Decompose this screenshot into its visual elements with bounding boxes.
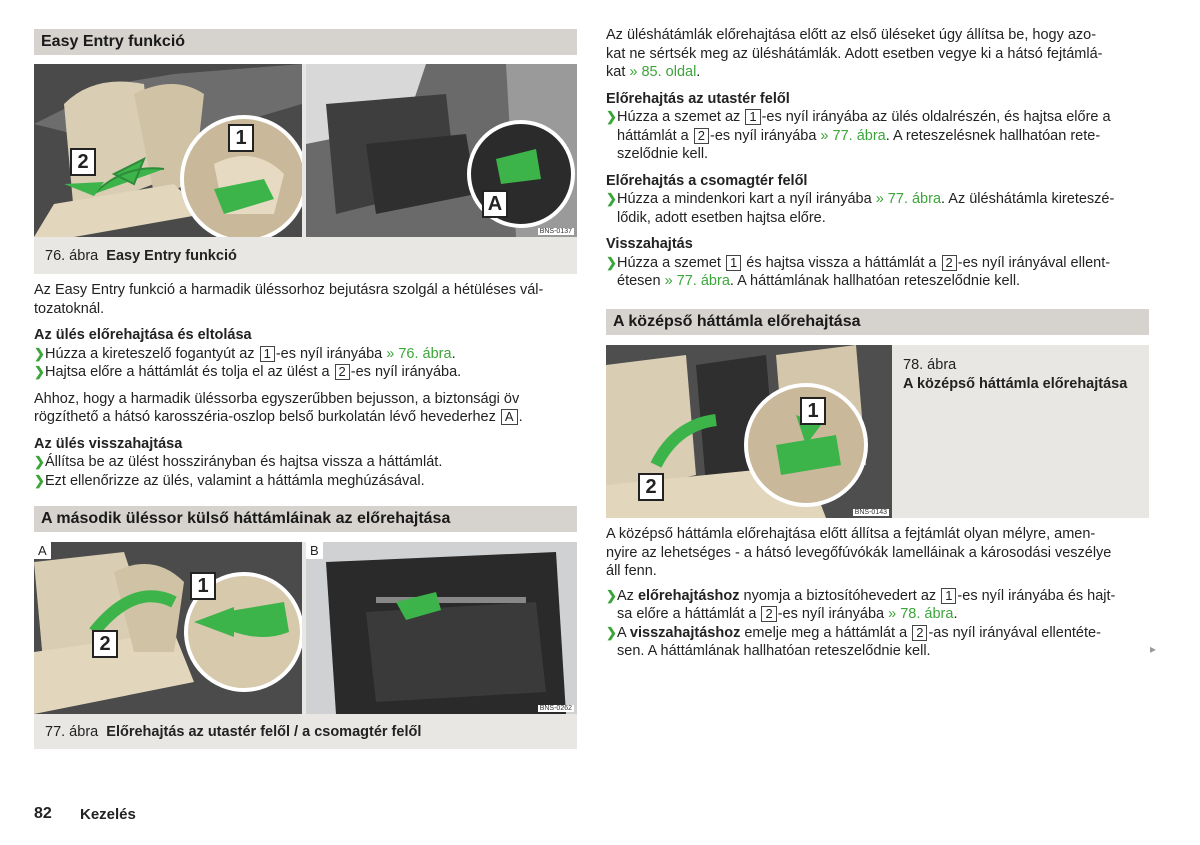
text: -es nyíl irányába <box>275 345 387 362</box>
text: A <box>617 624 630 641</box>
bullet-arrow-icon: ❯ <box>606 254 617 270</box>
key-badge: 2 <box>942 255 957 271</box>
callout-1: 1 <box>228 124 254 152</box>
bullet-arrow-icon: ❯ <box>34 345 45 361</box>
key-badge: 1 <box>260 346 275 362</box>
intro-line: Az Easy Entry funkció a harmadik üléssorhoz bejutásra szolgál a hétüléses vál- <box>34 282 544 298</box>
figure-76-caption <box>45 248 237 264</box>
key-badge: 1 <box>745 109 760 125</box>
list-item-continuation <box>606 127 1166 146</box>
list-item <box>606 587 1166 606</box>
list-item-continuation: sen. A háttámlának hallhatóan reteszelődnie kell. <box>617 643 931 659</box>
text: emelje meg a háttámlát a <box>740 624 912 641</box>
key-badge: 2 <box>912 625 927 641</box>
text-bold: előrehajtáshoz <box>637 587 740 604</box>
intro-line: tozatoknál. <box>34 300 105 317</box>
photo-code: BNS-0262 <box>539 705 572 712</box>
text: Az <box>617 587 638 604</box>
callout-a: A <box>482 190 508 218</box>
caption-number: 76. ábra <box>45 248 99 264</box>
bullet-arrow-icon: ❯ <box>34 454 45 469</box>
photo-passenger-side-fold <box>34 542 302 714</box>
list-item <box>606 624 1166 643</box>
page-number: 82 <box>34 805 52 822</box>
text: -es nyíl irányába az ülés oldalrészén, és hajtsa előre a <box>761 109 1111 125</box>
figure-link[interactable]: » 77. ábra <box>875 191 942 207</box>
figure-78-caption <box>903 356 1127 394</box>
middle-backrest-text <box>606 525 1166 661</box>
text: sa előre a háttámlát a <box>617 606 761 622</box>
text: -as nyíl irányával ellentéte- <box>928 624 1101 641</box>
bullet-arrow-icon: ❯ <box>34 472 45 488</box>
figure-part-label-a: A <box>34 542 51 559</box>
subheading-fold-back: Visszahajtás <box>606 236 693 252</box>
list-item <box>606 108 1166 127</box>
callout-2: 2 <box>638 473 664 501</box>
text: . <box>451 345 456 362</box>
paragraph-line: Ahhoz, hogy a harmadik üléssorba egyszerűbben bejusson, a biztonsági öv <box>34 390 520 407</box>
text: . Az üléshátámla kireteszé- <box>941 191 1115 207</box>
paragraph-line <box>34 408 579 427</box>
text: . <box>518 409 523 425</box>
callout-2: 2 <box>70 148 96 176</box>
list-item <box>34 453 579 472</box>
bullet-arrow-icon: ❯ <box>606 624 617 640</box>
paragraph-line: áll fenn. <box>606 563 657 579</box>
bullet-arrow-icon: ❯ <box>606 191 617 206</box>
caption-number: 77. ábra <box>45 724 99 740</box>
text: Húzza a kireteszelő fogantyút az <box>45 345 259 362</box>
text: -es nyíl irányával ellent- <box>957 254 1111 271</box>
figure-link[interactable]: » 76. ábra <box>386 345 452 362</box>
list-item-continuation <box>606 605 1166 624</box>
section-heading-easy-entry: Easy Entry funkció <box>34 29 577 55</box>
photo-third-row-access <box>306 64 577 237</box>
photo-middle-backrest <box>606 345 892 518</box>
footer-section: Kezelés <box>80 806 136 823</box>
key-badge: 1 <box>726 255 741 271</box>
text: Állítsa be az ülést hosszirányban és hajtsa vissza a háttámlát. <box>45 454 443 470</box>
page-link[interactable]: » 85. oldal <box>629 64 697 80</box>
figure-link[interactable]: » 77. ábra <box>664 273 730 289</box>
text: kat <box>606 64 630 80</box>
third-row-illustration <box>306 64 577 237</box>
text: . A reteszelésnek hallhatóan rete- <box>885 127 1101 144</box>
photo-boot-side-fold <box>306 542 577 714</box>
list-item-continuation: szelődnie kell. <box>617 146 709 162</box>
bullet-arrow-icon: ❯ <box>606 109 617 124</box>
boot-side-illustration <box>306 542 577 714</box>
key-badge: A <box>501 409 518 425</box>
bullet-arrow-icon: ❯ <box>34 364 45 379</box>
easy-entry-text <box>34 281 579 490</box>
passenger-side-illustration <box>34 542 302 714</box>
text: -es nyíl irányába. <box>350 364 462 380</box>
subheading-boot-side: Előrehajtás a csomagtér felől <box>606 172 808 189</box>
list-item <box>34 345 579 364</box>
caption-number: 78. ábra <box>903 357 957 373</box>
list-item-continuation <box>606 272 1166 291</box>
subheading-fold-forward: Az ülés előrehajtása és eltolása <box>34 327 252 343</box>
key-badge: 2 <box>761 606 776 622</box>
text: étesen <box>617 273 665 289</box>
bullet-arrow-icon: ❯ <box>606 587 617 603</box>
paragraph-line: nyire az lehetséges - a hátsó levegőfúvókák lamelláinak a károsodási veszélye <box>606 544 1112 561</box>
text: nyomja a biztosítóhevedert az <box>739 587 941 604</box>
text: -es nyíl irányába <box>777 606 889 622</box>
figure-part-label-b: B <box>306 542 323 559</box>
list-item <box>34 363 579 382</box>
callout-2: 2 <box>92 630 118 658</box>
caption-title: Easy Entry funkció <box>106 248 237 264</box>
callout-1: 1 <box>800 397 826 425</box>
figure-link[interactable]: » 77. ábra <box>820 127 886 144</box>
list-item <box>606 254 1166 273</box>
text: -es nyíl irányába és hajt- <box>957 587 1116 604</box>
subheading-passenger-side: Előrehajtás az utastér felől <box>606 90 790 107</box>
paragraph-line: kat ne sértsék meg az üléshátámlák. Adott esetben vegye ki a hátsó fejtámlá- <box>606 45 1103 62</box>
subheading-fold-back: Az ülés visszahajtása <box>34 435 183 452</box>
text: . <box>696 64 701 80</box>
text: . A háttámlának hallhatóan reteszelődnie kell. <box>729 273 1021 289</box>
text: és hajtsa vissza a háttámlát a <box>742 254 941 271</box>
section-heading-second-row: A második üléssor külső háttámláinak az előrehajtása <box>34 506 577 532</box>
figure-link[interactable]: » 78. ábra <box>888 606 954 622</box>
text: háttámlát a <box>617 127 693 144</box>
right-column-text <box>606 26 1166 291</box>
text: -es nyíl irányába <box>710 127 821 144</box>
text: Húzza a szemet <box>617 254 725 271</box>
paragraph-line: Az üléshátámlák előrehajtása előtt az első üléseket úgy állítsa be, hogy azo- <box>606 27 1097 43</box>
photo-easy-entry-seat <box>34 64 302 237</box>
text: Húzza a mindenkori kart a nyíl irányába <box>617 191 876 207</box>
caption-title: A középső háttámla előrehajtása <box>903 376 1128 392</box>
text: Hajtsa előre a háttámlát és tolja el az ülést a <box>45 364 334 380</box>
text-bold: visszahajtáshoz <box>629 624 741 641</box>
figure-77-caption <box>45 724 421 740</box>
figure-76 <box>34 64 577 274</box>
list-item <box>606 190 1166 209</box>
callout-1: 1 <box>190 572 216 600</box>
caption-title: Előrehajtás az utastér felől / a csomagtér felől <box>106 724 422 740</box>
key-badge: 2 <box>694 128 709 144</box>
list-item-continuation: lődik, adott esetben hajtsa előre. <box>617 209 826 226</box>
section-heading-middle-backrest: A középső háttámla előrehajtása <box>606 309 1149 335</box>
key-badge: 1 <box>941 588 956 604</box>
continue-arrow-icon: ▸ <box>1150 642 1157 656</box>
text: Ezt ellenőrizze az ülés, valamint a háttámla meghúzásával. <box>45 472 425 489</box>
text: . <box>953 606 958 622</box>
paragraph-line: A középső háttámla előrehajtása előtt állítsa a fejtámlát olyan mélyre, amen- <box>606 526 1096 542</box>
list-item <box>34 472 579 491</box>
key-badge: 2 <box>335 364 350 380</box>
photo-code: BNS-0143 <box>854 509 887 516</box>
paragraph-line <box>606 63 1166 82</box>
text: rögzíthető a hátsó karosszéria-oszlop belső burkolatán lévő hevederhez <box>34 409 500 425</box>
figure-77 <box>34 542 577 749</box>
photo-code: BNS-0137 <box>539 228 572 235</box>
figure-78 <box>606 345 1149 518</box>
text: Húzza a szemet az <box>617 109 745 125</box>
